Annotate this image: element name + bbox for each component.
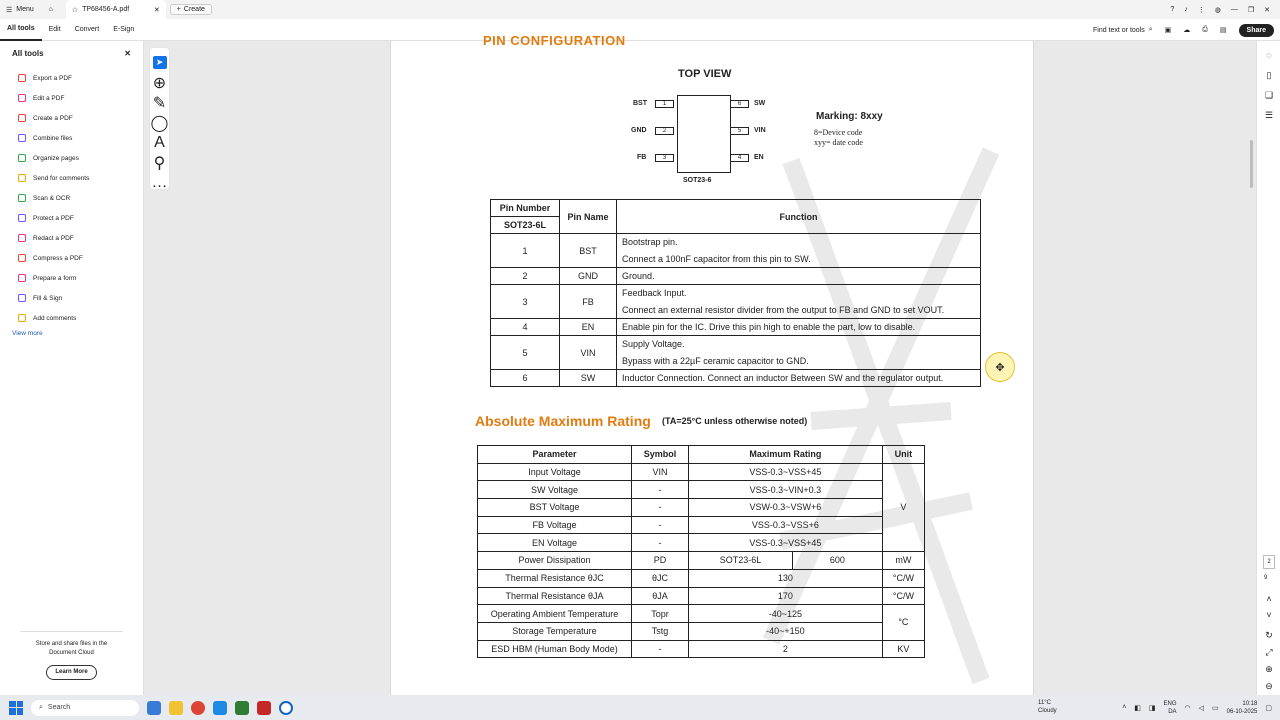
print-icon-2[interactable]: ▤ [1219, 27, 1227, 34]
all-tools-panel [0, 41, 144, 695]
window-controls [1170, 0, 1280, 19]
edge-icon[interactable] [213, 701, 227, 715]
zoom-out-icon[interactable]: ⊖ [1265, 680, 1273, 691]
apps-icon[interactable]: ⋮ [1197, 6, 1205, 14]
unit-celsius: °C [882, 605, 924, 640]
tool-icon [18, 314, 26, 322]
search-icon: ⌕ [39, 703, 43, 711]
plus-icon: + [176, 6, 181, 13]
quick-tools-rail [149, 47, 170, 190]
amr-condition: (TA=25°C unless otherwise noted) [662, 416, 808, 426]
pin-label-sw: SW [754, 100, 766, 107]
view-more-link[interactable]: View more [12, 330, 43, 337]
tool-label: Prepare a form [33, 274, 77, 282]
cloud-promo: Store and share files in the Document Cloud Learn More [20, 631, 123, 680]
package-label: SOT23-6 [683, 177, 712, 184]
table-row: 4 EN Enable pin for the IC. Drive this pin high to enable the part, low to disable. [491, 319, 981, 336]
tool-item-4[interactable] [0, 148, 143, 168]
col-maximum-rating: Maximum Rating [689, 446, 883, 464]
tool-icon [18, 194, 26, 202]
pin-6-box: 6 [730, 100, 749, 108]
tool-label: Create a PDF [33, 114, 73, 122]
section-absolute-maximum-rating: Absolute Maximum Rating [475, 413, 651, 429]
save-icon[interactable]: ▣ [1164, 27, 1172, 34]
pin-function-table [490, 199, 981, 387]
tool-icon [18, 134, 26, 142]
tool-label: Organize pages [33, 154, 79, 162]
tool-icon [18, 254, 26, 262]
clock[interactable]: 10:18 06-10-2025 [1226, 700, 1258, 715]
table-row: BST Voltage - VSW-0.3~VSW+6 [478, 499, 925, 517]
col-pin-number: Pin Number [491, 200, 560, 217]
tray-app-icon-2[interactable]: ◨ [1148, 704, 1156, 712]
text-select-icon[interactable]: A [154, 133, 165, 151]
table-row: FB Voltage - VSS-0.3~VSS+6 [478, 516, 925, 534]
table-row: Operating Ambient Temperature Topr -40~125 °C [478, 605, 925, 623]
tool-item-7[interactable] [0, 208, 143, 228]
tool-label: Scan & OCR [33, 194, 71, 202]
tool-icon [18, 154, 26, 162]
windows-taskbar [0, 695, 1280, 720]
zoom-in-icon[interactable]: ⊕ [1265, 663, 1273, 674]
chrome-icon[interactable] [191, 701, 205, 715]
table-row: 5 VIN Supply Voltage. [491, 336, 981, 353]
pin-label-fb: FB [637, 154, 647, 161]
tool-item-6[interactable] [0, 188, 143, 208]
tool-item-0[interactable] [0, 68, 143, 88]
taskbar-apps [147, 701, 293, 715]
tool-label: Export a PDF [33, 74, 73, 82]
tool-item-3[interactable] [0, 128, 143, 148]
tool-icon [18, 234, 26, 242]
stamp-tool-icon[interactable]: ⚲ [153, 154, 166, 172]
marking-date-code: xyy= date code [814, 138, 863, 147]
panel-title: All tools [12, 49, 44, 58]
tool-icon [18, 74, 26, 82]
close-window-icon[interactable]: ✕ [1264, 6, 1270, 14]
wifi-icon[interactable]: ◠ [1184, 704, 1191, 712]
table-row: 2 GND Ground. [491, 268, 981, 285]
rotate-icon[interactable]: ↻ [1265, 629, 1273, 640]
tool-item-2[interactable] [0, 108, 143, 128]
notification-icon[interactable]: ▢ [1265, 704, 1272, 712]
chevron-up-icon[interactable]: ˄ [1266, 594, 1272, 604]
col-package: SOT23-6L [491, 217, 560, 234]
pin-label-en: EN [754, 154, 764, 161]
table-row: Bypass with a 22µF ceramic capacitor to GND. [491, 353, 981, 370]
table-row: 6 SW Inductor Connection. Connect an inductor Between SW and the regulator output. [491, 370, 981, 387]
tool-label: Add comments [33, 314, 77, 322]
lasso-tool-icon[interactable]: ◯ [150, 114, 169, 132]
table-row: Thermal Resistance θJC θJC 130 °C/W [478, 569, 925, 587]
menubar-actions [1093, 19, 1280, 41]
table-row: 3 FB Feedback Input. [491, 285, 981, 302]
restore-icon[interactable]: ❐ [1247, 6, 1255, 14]
table-row: Connect a 100nF capacitor from this pin to SW. [491, 251, 981, 268]
tool-icon [18, 114, 26, 122]
table-row: Input Voltage VIN VSS-0.3~VSS+45 V [478, 463, 925, 481]
col-parameter: Parameter [478, 446, 632, 464]
print-icon[interactable]: ⎙ [1202, 26, 1208, 33]
windows-start-icon[interactable] [9, 701, 23, 715]
right-rail [1256, 41, 1280, 695]
col-pin-name: Pin Name [560, 200, 617, 234]
search-icon: ⌕ [1148, 26, 1153, 33]
chevron-down-icon[interactable]: ˅ [1266, 610, 1272, 620]
comment-icon[interactable]: ◌ [1266, 50, 1272, 60]
table-row: 1 BST Bootstrap pin. [491, 234, 981, 251]
tool-icon [18, 214, 26, 222]
pin-2-box: 2 [655, 127, 674, 135]
ic-package-body [677, 95, 731, 173]
col-function: Function [617, 200, 981, 234]
tool-icon [18, 94, 26, 102]
tools-list [0, 68, 143, 328]
tool-label: Protect a PDF [33, 214, 74, 222]
hamburger-icon: ☰ [6, 6, 13, 14]
tool-icon [18, 294, 26, 302]
tab-title: TP68456-A.pdf [82, 6, 130, 13]
table-row: EN Voltage - VSS-0.3~VSS+45 [478, 534, 925, 552]
excel-icon[interactable] [235, 701, 249, 715]
col-symbol: Symbol [632, 446, 689, 464]
minimize-icon[interactable]: — [1230, 6, 1238, 13]
globe-icon[interactable]: ◍ [1214, 6, 1221, 14]
learn-more-button[interactable]: Learn More [46, 665, 96, 680]
weather-widget[interactable]: 11°C Cloudy [1038, 700, 1057, 714]
find-tools[interactable]: Find text or tools ⌕ [1093, 26, 1153, 34]
system-tray [1122, 695, 1272, 720]
close-panel-icon[interactable]: ✕ [124, 49, 131, 58]
table-row: Storage Temperature Tstg -40~+150 [478, 622, 925, 640]
tool-label: Redact a PDF [33, 234, 74, 242]
menu-button[interactable]: ☰ Menu [6, 6, 34, 14]
tab-document[interactable] [66, 0, 166, 19]
close-tab-icon[interactable]: ✕ [153, 6, 160, 14]
menu-esign[interactable]: E-Sign [113, 26, 135, 33]
marking-device-code: 8=Device code [814, 128, 863, 137]
bell-icon[interactable]: ♪ [1184, 6, 1188, 13]
pin-3-box: 3 [655, 154, 674, 162]
select-tool-icon[interactable]: ➤ [153, 56, 167, 69]
pin-1-box: 1 [655, 100, 674, 108]
pages-icon[interactable]: ❏ [1264, 89, 1274, 100]
menu-bar [0, 19, 1280, 41]
tool-label: Combine files [33, 134, 73, 142]
tool-item-12[interactable] [0, 308, 143, 328]
table-row: Thermal Resistance θJA θJA 170 °C/W [478, 587, 925, 605]
tool-item-5[interactable] [0, 168, 143, 188]
title-bar [0, 0, 1280, 19]
tool-item-8[interactable] [0, 228, 143, 248]
chevron-up-icon[interactable]: ˄ [1122, 704, 1127, 711]
section-pin-configuration: PIN CONFIGURATION [483, 33, 626, 48]
tray-app-icon[interactable]: ◧ [1134, 704, 1141, 712]
menu-convert[interactable]: Convert [74, 26, 100, 33]
share-button[interactable]: Share [1239, 24, 1274, 37]
taskbar-search[interactable]: ⌕ Search [31, 700, 139, 716]
document-viewer[interactable] [144, 33, 1256, 695]
file-explorer-icon[interactable] [169, 701, 183, 715]
pin-label-gnd: GND [631, 127, 647, 134]
app-icon[interactable] [279, 701, 293, 715]
tool-icon [18, 174, 26, 182]
pen-tool-icon[interactable]: ✎ [152, 94, 167, 112]
tool-item-1[interactable] [0, 88, 143, 108]
layers-icon[interactable]: ☰ [1264, 109, 1274, 120]
pin-label-vin: VIN [754, 127, 766, 134]
absolute-max-table [477, 445, 925, 658]
outlook-icon[interactable] [147, 701, 161, 715]
pin-label-bst: BST [633, 100, 647, 107]
create-button[interactable]: + Create [170, 4, 212, 15]
pdf-page [390, 33, 1034, 701]
top-view-label: TOP VIEW [678, 68, 732, 80]
table-row: ESD HBM (Human Body Mode) - 2 KV [478, 640, 925, 658]
menu-all-tools[interactable]: All tools [0, 19, 42, 41]
battery-icon[interactable]: ▭ [1212, 704, 1219, 712]
page-number-input[interactable]: 2 [1263, 555, 1275, 569]
home-icon[interactable]: ⌂ [48, 6, 53, 13]
tool-item-11[interactable] [0, 288, 143, 308]
tool-label: Edit a PDF [33, 94, 65, 102]
upload-icon[interactable]: ☁ [1183, 27, 1191, 34]
acrobat-icon[interactable] [257, 701, 271, 715]
pin-4-box: 4 [730, 154, 749, 162]
speaker-icon[interactable]: ◁ [1198, 704, 1205, 712]
pin-5-box: 5 [730, 127, 749, 135]
unit-volts: V [882, 463, 924, 551]
table-row: Power Dissipation PD SOT23-6L 600 mW [478, 552, 925, 570]
table-row: Connect an external resistor divider from the output to FB and GND to set VOUT. [491, 302, 981, 319]
page-total: 9 [1264, 575, 1268, 581]
fit-page-icon[interactable]: ⤢ [1265, 646, 1273, 657]
cursor-highlight-icon: ✥ [985, 352, 1015, 382]
tool-item-9[interactable] [0, 248, 143, 268]
marking-title: Marking: 8xxy [816, 111, 883, 122]
language-indicator[interactable]: ENG DA [1163, 700, 1177, 715]
star-icon[interactable]: ☆ [71, 6, 79, 14]
bookmark-icon[interactable]: ▯ [1266, 69, 1272, 80]
vertical-scrollbar[interactable] [1250, 140, 1253, 188]
menu-edit[interactable]: Edit [48, 26, 61, 33]
help-icon[interactable]: ? [1170, 6, 1175, 13]
table-row: SW Voltage - VSS-0.3~VIN+0.3 [478, 481, 925, 499]
tool-icon [18, 274, 26, 282]
zoom-tool-icon[interactable]: ⊕ [152, 74, 167, 92]
tool-label: Compress a PDF [33, 254, 83, 262]
tool-label: Send for comments [33, 174, 90, 182]
col-unit: Unit [882, 446, 924, 464]
tool-label: Fill & Sign [33, 294, 63, 302]
tool-item-10[interactable] [0, 268, 143, 288]
more-tools-icon[interactable]: … [151, 173, 168, 191]
